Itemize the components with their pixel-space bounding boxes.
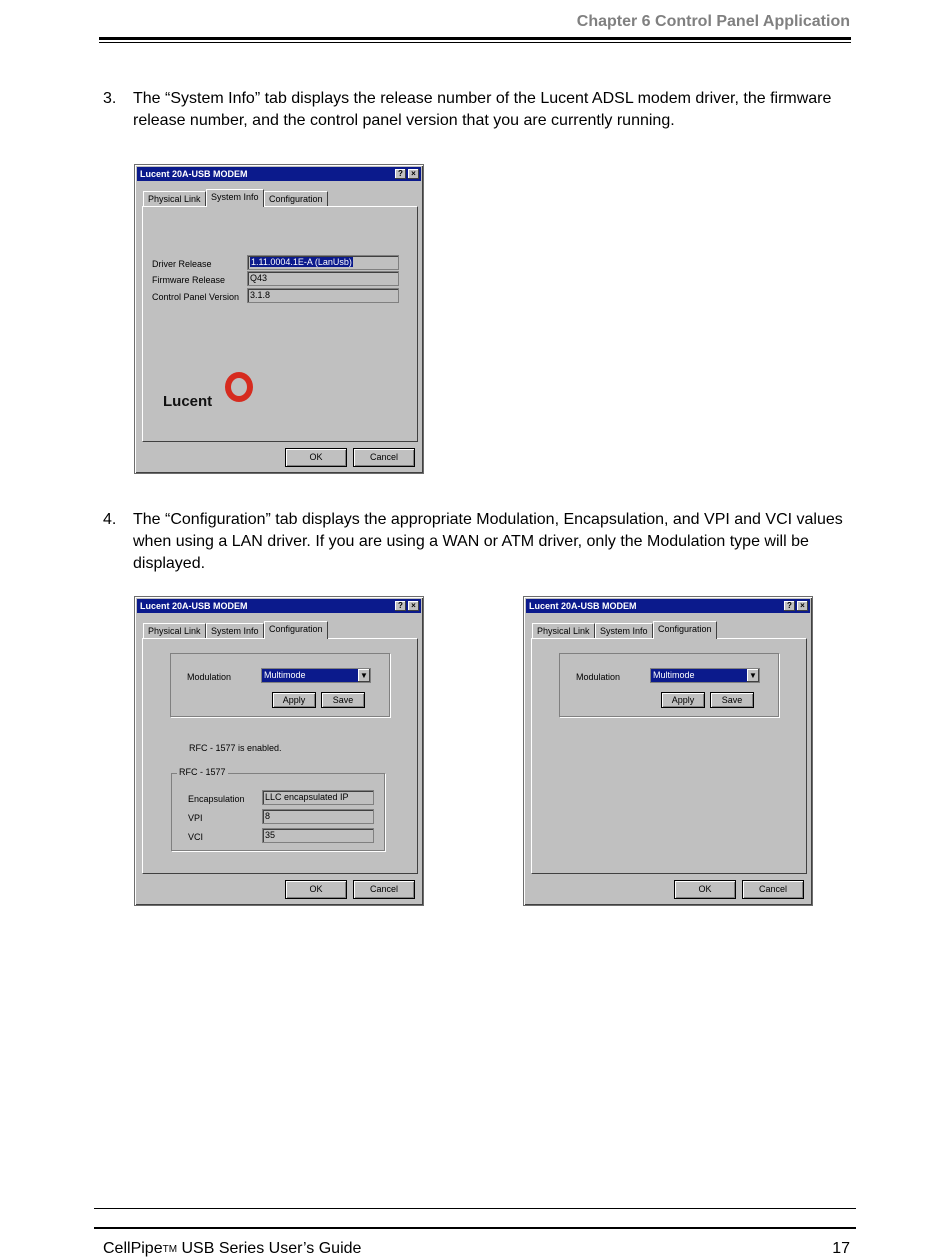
encapsulation-field[interactable]: LLC encapsulated IP [262,790,374,805]
cancel-button[interactable]: Cancel [353,880,415,899]
control-panel-version-field[interactable]: 3.1.8 [247,288,399,303]
rfc-group-title: RFC - 1577 [179,767,226,777]
cancel-button[interactable]: Cancel [742,880,804,899]
tab-panel [142,638,418,874]
step-number: 3. [103,90,117,107]
lucent-logo-text: Lucent [163,393,213,410]
ok-button[interactable]: OK [285,448,347,467]
chapter-header: Chapter 6 Control Panel Application [576,13,850,30]
help-icon[interactable]: ? [395,601,406,611]
tab-configuration[interactable]: Configuration [264,621,328,639]
tab-physical-link[interactable]: Physical Link [143,191,206,206]
firmware-release-field[interactable]: Q43 [247,271,399,286]
dialog-title: Lucent 20A-USB MODEM [140,169,248,179]
close-icon[interactable]: × [408,601,419,611]
modulation-group [170,653,390,717]
dialog-titlebar [137,167,421,181]
close-icon[interactable]: × [408,169,419,179]
close-icon[interactable]: × [797,601,808,611]
configuration-lan-dialog [134,596,424,906]
apply-button[interactable]: Apply [272,692,316,708]
header-rule-thin [99,42,851,43]
trademark-mark: TM [162,1244,178,1255]
tab-configuration[interactable]: Configuration [264,191,328,206]
help-icon[interactable]: ? [395,169,406,179]
help-icon[interactable]: ? [784,601,795,611]
vci-field[interactable]: 35 [262,828,374,843]
tab-configuration[interactable]: Configuration [653,621,717,639]
tab-physical-link[interactable]: Physical Link [532,623,595,638]
chevron-down-icon[interactable]: ▼ [358,669,370,682]
tab-panel [531,638,807,874]
system-info-dialog [134,164,424,474]
ok-button[interactable]: OK [285,880,347,899]
save-button[interactable]: Save [321,692,365,708]
modulation-select[interactable]: Multimode ▼ [650,668,760,683]
firmware-release-label: Firmware Release [152,275,226,285]
footer-guide-title: CellPipe™ USB Series User’s Guide [103,1240,362,1257]
footer-rule-thin [94,1208,856,1209]
vci-label: VCI [188,832,204,842]
configuration-wan-dialog [523,596,813,906]
step-text: The “System Info” tab displays the release number of the Lucent ADSL modem driver, the firmware release number, and the control panel version that you are currently running. [133,90,832,129]
page-number: 17 [832,1240,850,1257]
dialog-titlebar [526,599,810,613]
lucent-ring-icon [225,372,253,402]
dialog-title: Lucent 20A-USB MODEM [529,601,637,611]
step-text: The “Configuration” tab displays the appropriate Modulation, Encapsulation, and VPI and VCI values when using a LAN driver. If you are using a WAN or ATM driver, only the Modulation type will be displayed. [133,511,843,572]
header-rule-thick [99,37,851,40]
rfc-group [171,767,385,851]
tab-physical-link[interactable]: Physical Link [143,623,206,638]
cancel-button[interactable]: Cancel [353,448,415,467]
modulation-label: Modulation [576,672,621,682]
chevron-down-icon[interactable]: ▼ [747,669,759,682]
driver-release-label: Driver Release [152,259,212,269]
vpi-field[interactable]: 8 [262,809,374,824]
control-panel-version-label: Control Panel Version [152,292,240,302]
modulation-group [559,653,779,717]
modulation-label: Modulation [187,672,232,682]
modulation-select[interactable]: Multimode ▼ [261,668,371,683]
tab-system-info[interactable]: System Info [206,189,264,207]
ok-button[interactable]: OK [674,880,736,899]
tab-system-info[interactable]: System Info [595,623,653,638]
dialog-titlebar [137,599,421,613]
dialog-title: Lucent 20A-USB MODEM [140,601,248,611]
footer-rule-thick [94,1227,856,1229]
step-number: 4. [103,511,117,528]
save-button[interactable]: Save [710,692,754,708]
rfc-status-text: RFC - 1577 is enabled. [189,743,282,753]
vpi-label: VPI [188,813,203,823]
tab-panel [142,206,418,442]
apply-button[interactable]: Apply [661,692,705,708]
tab-system-info[interactable]: System Info [206,623,264,638]
driver-release-field[interactable]: 1.11.0004.1E-A (LanUsb) [247,255,399,270]
encapsulation-label: Encapsulation [188,794,245,804]
